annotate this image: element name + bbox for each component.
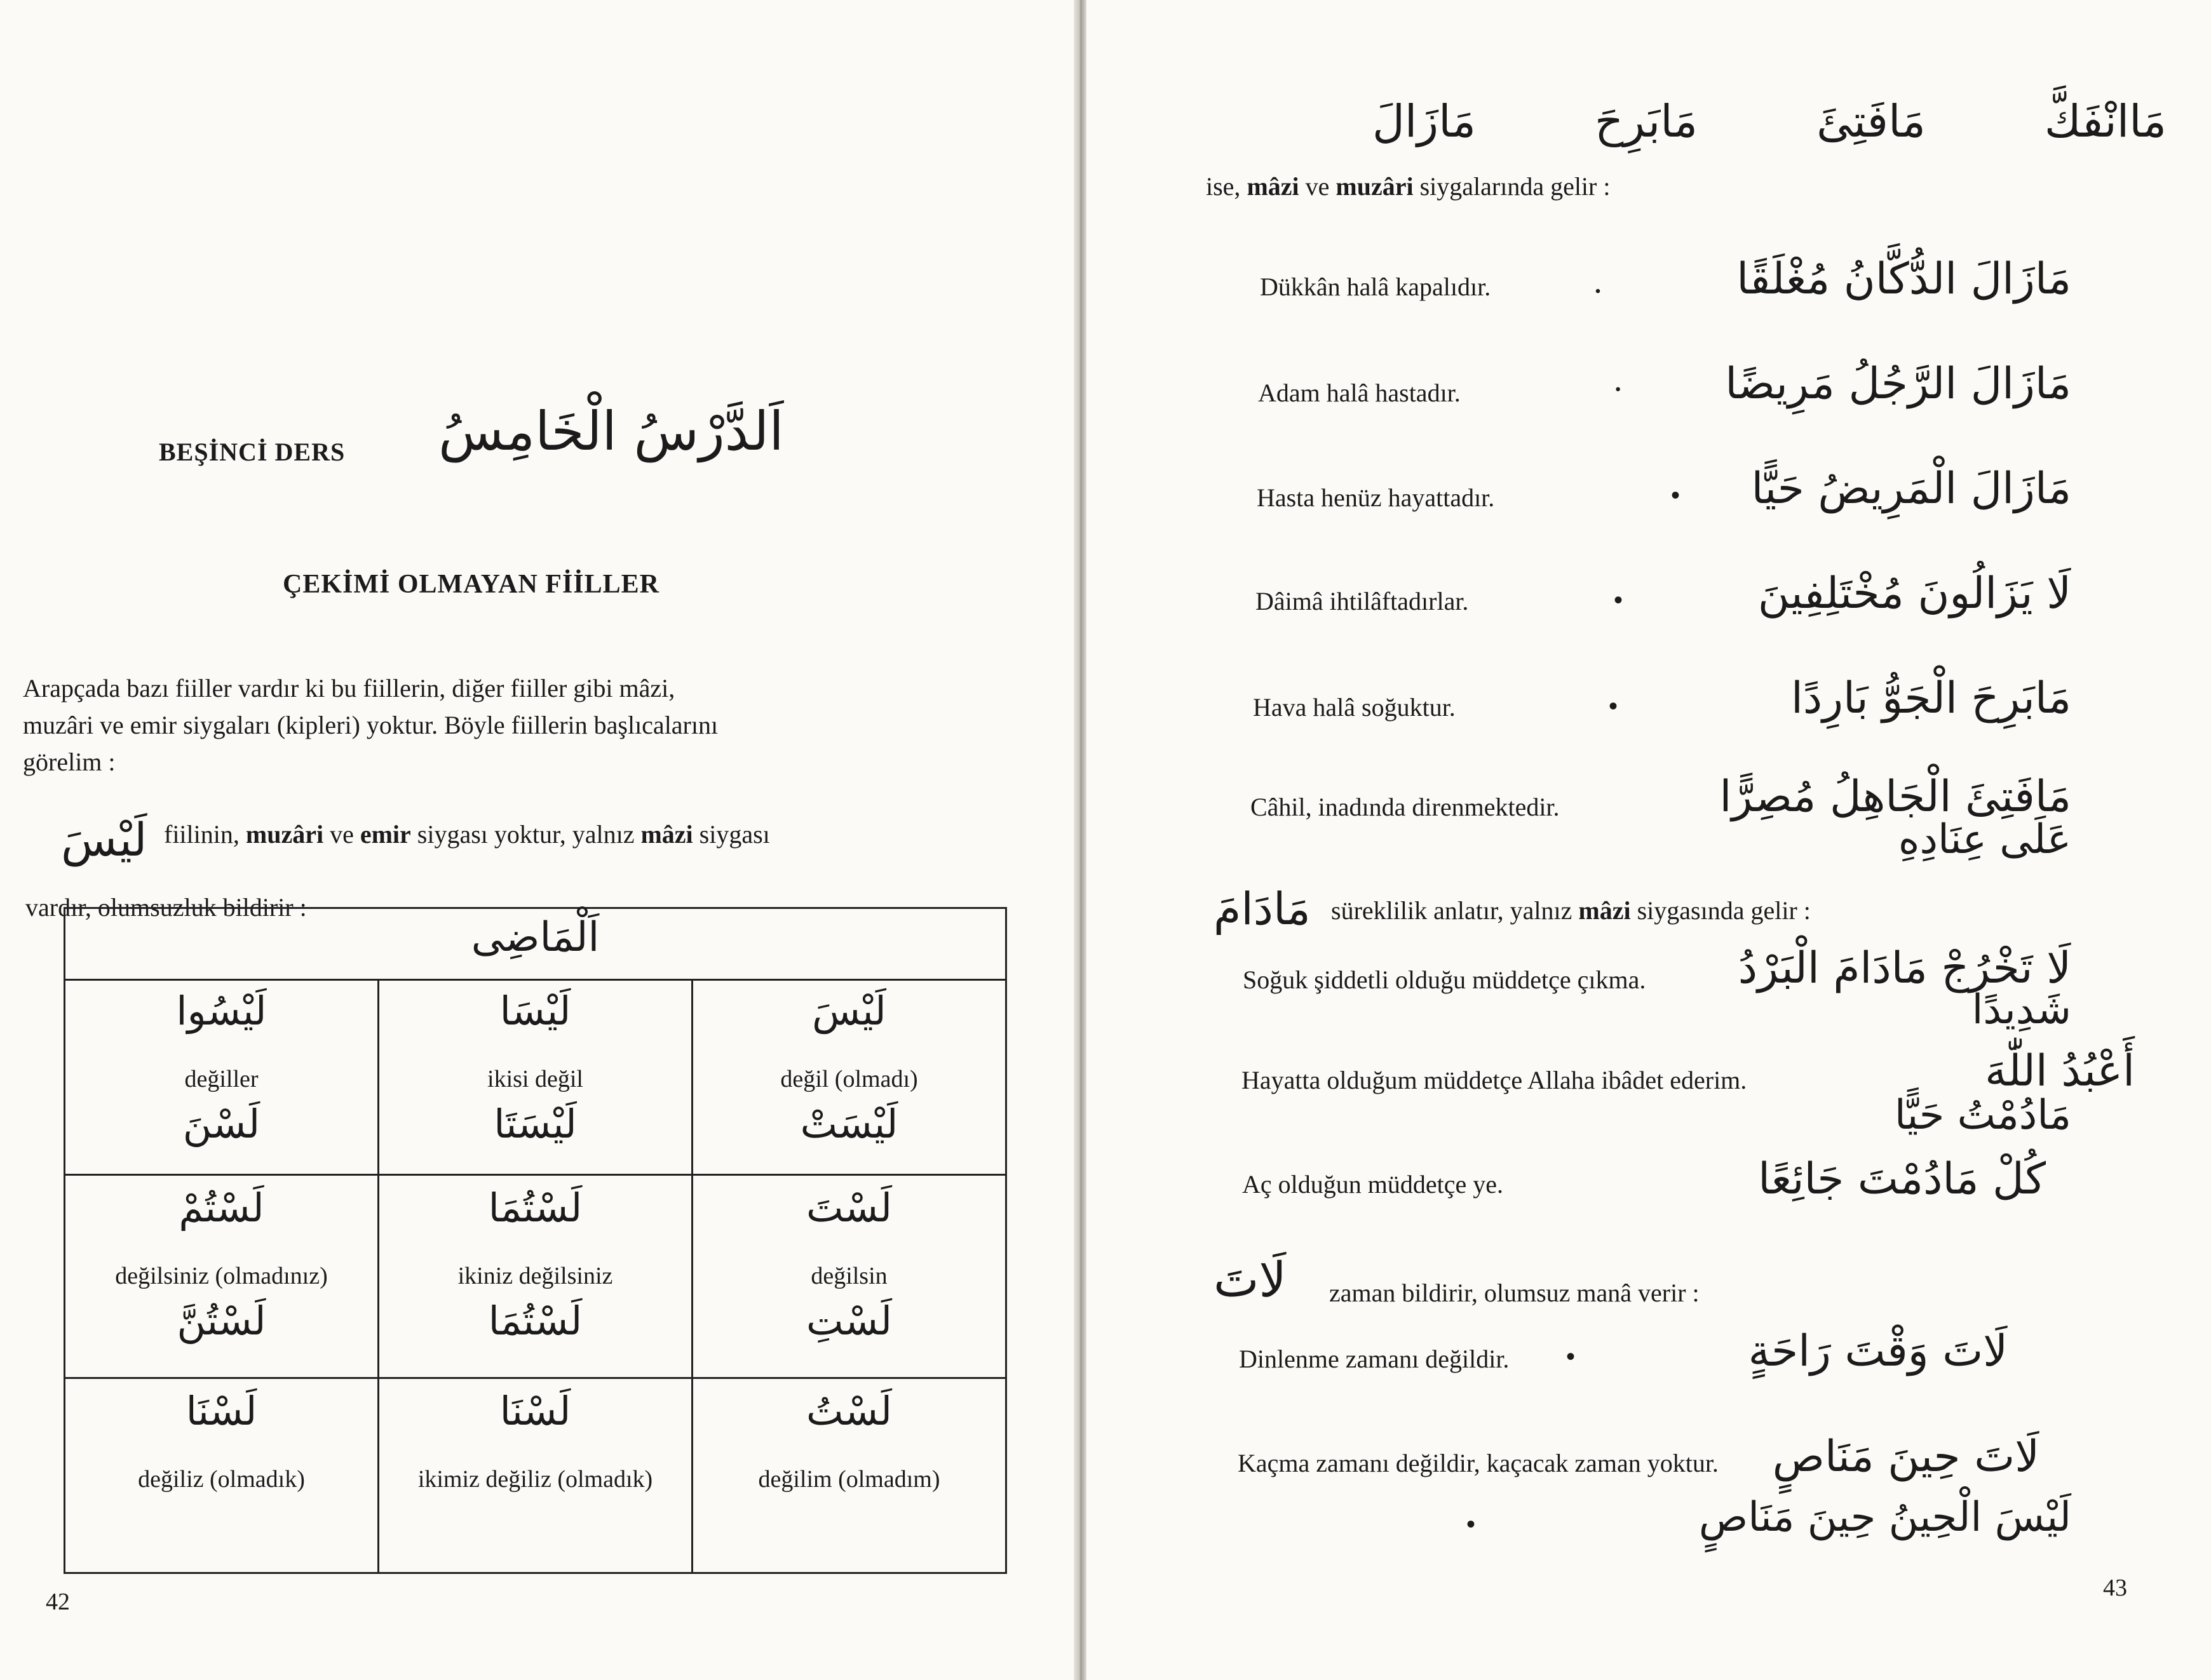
cell-arabic: لَسْتُ [806,1388,893,1434]
example-turkish: Hasta henüz hayattadır. [1257,483,1495,512]
example-arabic-continued: عَلَى عِنَادِهِ [1898,816,2071,863]
maadaama-word: مَادَامَ [1214,883,1311,935]
example-arabic: مَازَالَ الرَّجُلُ مَرِيضًا [1725,359,2071,409]
cell-meaning: değil (olmadı) [780,1066,918,1092]
cell-arabic-feminine: لَيْسَتْ [800,1101,898,1147]
table-header-arabic: اَلْمَاضِى [471,914,600,961]
text-run: siygası yoktur, yalnız [410,820,641,849]
example-arabic: مَافَتِئَ الْجَاهِلُ مُصِرًّا [1719,772,2071,822]
table-cell [691,979,1005,1174]
laysa-word: لَيْسَ [61,813,147,866]
left-page [0,0,1074,1680]
example-row [1086,464,2211,521]
text-run: ve [1299,172,1336,201]
example-arabic: لَاتَ حِينَ مَنَاصٍ [1772,1432,2039,1482]
example-arabic-continued: مَادُمْتُ حَيًّا [1894,1092,2071,1139]
page-number-left: 42 [46,1589,70,1615]
example-arabic: مَازَالَ الْمَرِيضُ حَيًّا [1751,464,2071,514]
example-turkish: Hayatta olduğum müddetçe Allaha ibâdet ederim. [1241,1066,1747,1094]
example-row [1086,943,2211,1051]
example-row [1086,1154,2211,1216]
text-run: siygası [693,820,770,849]
cell-meaning: değiller [184,1066,259,1092]
cell-meaning: değilsin [811,1263,888,1289]
table-cell [377,1379,691,1572]
verb-arabic: مَاانْفَكَّ [2044,95,2167,147]
example-arabic: لَا يَزَالُونَ مُخْتَلِفِينَ [1757,568,2071,619]
table-header [65,909,1005,981]
cell-meaning: ikiniz değilsiniz [457,1263,613,1289]
separator-dot: • [1609,692,1618,720]
example-row [1086,1432,2211,1556]
intro-line: muzâri ve emir siygaları (kipleri) yoktur. Böyle fiillerin başlıcalarını [23,711,719,739]
table-row [65,1176,1005,1379]
cell-arabic-feminine: لَيْسَتَا [494,1101,577,1147]
bold-term: emir [360,820,411,849]
text-run: siygalarında gelir : [1413,172,1611,201]
cell-arabic: لَسْنَا [499,1388,571,1434]
laysa-description [164,819,770,849]
example-row [1086,359,2211,416]
separator-dot: · [1614,375,1623,403]
bold-term: mâzi [640,820,693,849]
separator-dot: • [1566,1342,1576,1371]
cell-meaning: değilsiniz (olmadınız) [115,1263,328,1289]
cell-arabic: لَسْتُمَا [488,1185,583,1231]
cell-meaning: ikisi değil [487,1066,583,1092]
separator-dot: • [1671,481,1680,509]
separator-dot: • [1614,586,1623,614]
table-row [65,1379,1005,1572]
example-arabic: كُلْ مَادُمْتَ جَائِعًا [1758,1154,2046,1204]
lesson-title-arabic: اَلدَّرْسُ الْخَامِسُ [438,400,784,462]
example-arabic: أَعْبُدُ اللّٰهَ [1985,1046,2135,1096]
book-spine [1074,0,1086,1680]
example-arabic: مَابَرِحَ الْجَوُّ بَارِدًا [1790,673,2071,723]
cell-arabic: لَيْسَا [499,988,571,1034]
bold-term: muzâri [1335,172,1414,201]
section-title: ÇEKİMİ OLMAYAN FİİLLER [283,570,659,599]
example-turkish: Dükkân halâ kapalıdır. [1260,272,1491,301]
cell-meaning: ikimiz değiliz (olmadık) [417,1466,653,1493]
text-run: ve [323,820,360,849]
intro-line: görelim : [23,748,116,776]
table-cell [377,979,691,1174]
bold-term: mâzi [1247,172,1299,201]
maadaama-description [1331,896,1811,925]
example-turkish: Câhil, inadında direnmektedir. [1250,793,1560,821]
right-page [1086,0,2211,1680]
conjugation-table [64,907,1007,1574]
example-row [1086,772,2211,880]
cell-arabic: لَسْنَا [186,1388,257,1434]
text-run: süreklilik anlatır, yalnız [1331,896,1579,925]
example-arabic: لَاتَ وَقْتَ رَاحَةٍ [1748,1326,2008,1376]
example-turkish: Adam halâ hastadır. [1258,379,1461,407]
example-row [1086,1326,2211,1391]
text-run: ise, [1206,172,1247,201]
cell-arabic: لَيْسُوا [176,988,267,1034]
text-run: siygasında gelir : [1630,896,1811,925]
cell-arabic-feminine: لَسْنَ [182,1101,260,1147]
separator-dot: . [1595,270,1601,299]
example-arabic: مَازَالَ الدُّكَّانُ مُغْلَقًا [1736,254,2071,304]
cell-meaning: değilim (olmadım) [758,1466,940,1493]
example-row [1086,673,2211,730]
cell-arabic-feminine: لَسْتِ [806,1298,893,1344]
vardir-line: vardır, olumsuzluk bildirir : [25,893,307,922]
table-row [65,979,1005,1176]
table-cell [65,1379,377,1572]
table-cell [65,979,377,1174]
laata-word: لَاتَ [1214,1251,1287,1308]
cell-arabic-feminine: لَسْتُمَا [488,1298,583,1344]
example-turkish: Aç olduğun müddetçe ye. [1242,1170,1503,1199]
cell-arabic-feminine: لَسْتُنَّ [177,1298,266,1344]
laata-description: zaman bildirir, olumsuz manâ verir : [1329,1279,1700,1307]
bold-term: mâzi [1578,896,1631,925]
example-turkish: Dinlenme zamanı değildir. [1239,1345,1510,1373]
example-turkish: Hava halâ soğuktur. [1253,693,1456,722]
verb-arabic: مَابَرِحَ [1594,95,1698,147]
bold-term: muzâri [245,820,324,849]
intro-line: Arapçada bazı fiiller vardır ki bu fiillerin, diğer fiiller gibi mâzi, [23,674,675,702]
example-arabic: لَا تَخْرُجْ مَادَامَ الْبَرْدُ [1738,943,2071,993]
lesson-title: BEŞİNCİ DERS [159,438,346,466]
verb-list-row [1372,95,2167,147]
ise-line [1206,171,1610,201]
example-arabic-continued: لَيْسَ الْحِينُ حِينَ مَنَاصٍ [1698,1494,2071,1541]
intro-paragraph [23,670,976,781]
example-row [1086,254,2211,311]
cell-arabic: لَسْتُمْ [179,1185,264,1231]
example-row [1086,1046,2211,1159]
verb-arabic: مَازَالَ [1372,95,1476,147]
cell-arabic: لَسْتَ [806,1185,893,1231]
table-cell [691,1176,1005,1377]
example-row [1086,568,2211,626]
example-turkish: Soğuk şiddetli olduğu müddetçe çıkma. [1243,965,1646,994]
table-cell [65,1176,377,1377]
page-number-right: 43 [2103,1575,2127,1601]
example-arabic-continued: شَدِيدًا [1971,986,2071,1033]
cell-arabic: لَيْسَ [812,988,886,1034]
example-turkish: Dâimâ ihtilâftadırlar. [1255,587,1469,615]
separator-dot: • [1466,1510,1476,1538]
table-cell [377,1176,691,1377]
cell-meaning: değiliz (olmadık) [138,1466,305,1493]
example-turkish: Kaçma zamanı değildir, kaçacak zaman yoktur. [1238,1449,1719,1477]
table-cell [691,1379,1005,1572]
verb-arabic: مَافَتِئَ [1816,95,1926,147]
text-run: fiilinin, [164,820,246,849]
